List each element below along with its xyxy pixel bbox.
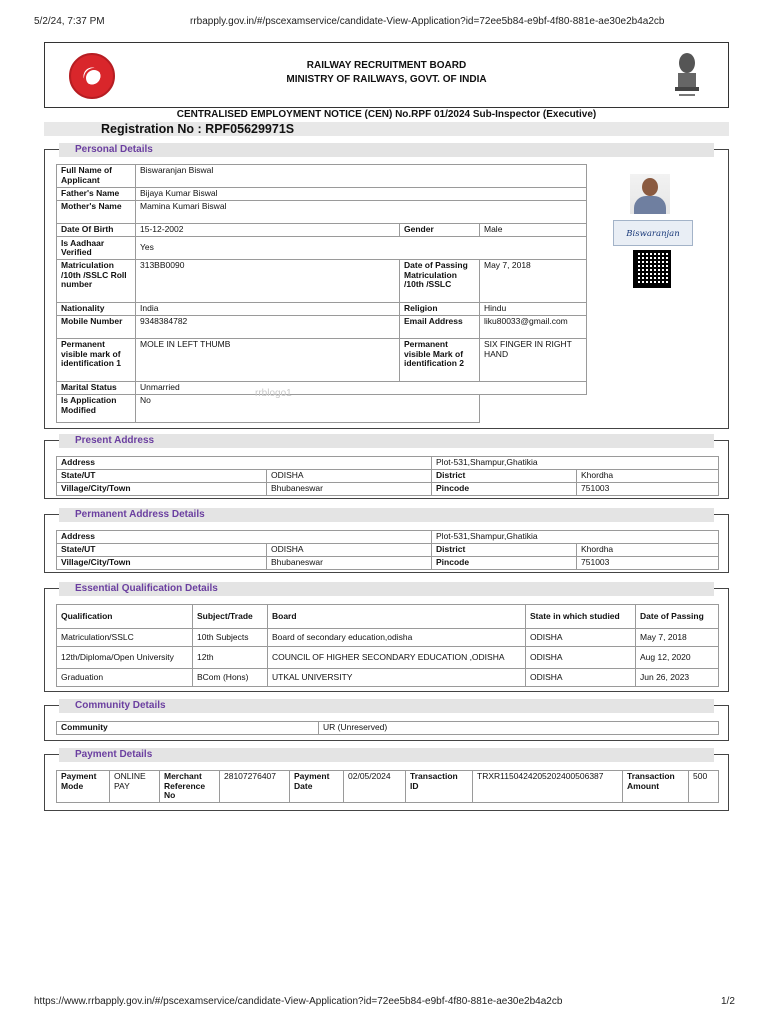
header-title — [45, 59, 728, 87]
permanent-address-value: Plot-531,Shampur,Ghatikia — [432, 531, 719, 544]
page-number: 1/2 — [721, 996, 735, 1007]
candidate-signature: Biswaranjan — [613, 220, 693, 246]
qual-cell: Board of secondary education,odisha — [268, 629, 526, 647]
qual-header-date: Date of Passing — [636, 605, 719, 629]
qual-cell: ODISHA — [526, 669, 636, 687]
present-state-value: ODISHA — [267, 470, 432, 483]
section-title: Community Details — [59, 699, 714, 713]
qual-cell: BCom (Hons) — [193, 669, 268, 687]
matric-date-label: Date of Passing Matriculation /10th /SSLC — [400, 260, 480, 303]
qual-cell: May 7, 2018 — [636, 629, 719, 647]
national-emblem-icon — [672, 51, 702, 101]
qual-cell: 12th/Diploma/Open University — [57, 647, 193, 669]
personal-details-table — [56, 164, 587, 423]
table-row — [57, 629, 719, 647]
present-address-label: Address — [57, 457, 432, 470]
religion-label: Religion — [400, 303, 480, 316]
permanent-state-value: ODISHA — [267, 544, 432, 557]
present-address-value: Plot-531,Shampur,Ghatikia — [432, 457, 719, 470]
section-title: Present Address — [59, 434, 714, 448]
print-url: rrbapply.gov.in/#/pscexamservice/candidate-View-Application?id=72ee5b84-e9bf-4f80-881e-ae30e2b4a2cb — [190, 16, 665, 27]
qual-header-qualification: Qualification — [57, 605, 193, 629]
marital-value: Unmarried — [136, 382, 587, 395]
candidate-photo — [630, 174, 670, 214]
empty-cell — [480, 395, 587, 423]
qual-cell: Aug 12, 2020 — [636, 647, 719, 669]
mobile-value: 9348384782 — [136, 316, 400, 339]
section-title: Permanent Address Details — [59, 508, 714, 522]
qual-header-board: Board — [268, 605, 526, 629]
permanent-pincode-value: 751003 — [577, 557, 719, 570]
matric-roll-value: 313BB0090 — [136, 260, 400, 303]
aadhaar-value: Yes — [136, 237, 587, 260]
present-pincode-label: Pincode — [432, 483, 577, 496]
modified-label: Is Application Modified — [57, 395, 136, 423]
payment-date-label: Payment Date — [290, 771, 344, 803]
merchant-ref-label: Merchant Reference No — [160, 771, 220, 803]
payment-mode-value: ONLINE PAY — [110, 771, 160, 803]
aadhaar-label: Is Aadhaar Verified — [57, 237, 136, 260]
permanent-address-label: Address — [57, 531, 432, 544]
matric-date-value: May 7, 2018 — [480, 260, 587, 303]
dob-value: 15-12-2002 — [136, 224, 400, 237]
payment-date-value: 02/05/2024 — [344, 771, 406, 803]
religion-value: Hindu — [480, 303, 587, 316]
present-city-value: Bhubaneswar — [267, 483, 432, 496]
ministry-name: MINISTRY OF RAILWAYS, GOVT. OF INDIA — [286, 74, 487, 85]
modified-value: No — [136, 395, 480, 423]
table-row — [57, 669, 719, 687]
matric-roll-label: Matriculation /10th /SSLC Roll number — [57, 260, 136, 303]
mark1-label: Permanent visible mark of identification 1 — [57, 339, 136, 382]
header-box — [44, 42, 729, 108]
qual-cell: ODISHA — [526, 629, 636, 647]
present-district-label: District — [432, 470, 577, 483]
board-name: RAILWAY RECRUITMENT BOARD — [306, 60, 467, 71]
mother-name-label: Mother's Name — [57, 201, 136, 224]
qual-cell: Matriculation/SSLC — [57, 629, 193, 647]
qual-header-state: State in which studied — [526, 605, 636, 629]
mark1-value: MOLE IN LEFT THUMB — [136, 339, 400, 382]
permanent-city-label: Village/City/Town — [57, 557, 267, 570]
transaction-id-value: TRXR11504242052024005063​87 — [473, 771, 623, 803]
qual-header-subject: Subject/Trade — [193, 605, 268, 629]
gender-value: Male — [480, 224, 587, 237]
qual-cell: UTKAL UNIVERSITY — [268, 669, 526, 687]
present-city-label: Village/City/Town — [57, 483, 267, 496]
gender-label: Gender — [400, 224, 480, 237]
father-name-label: Father's Name — [57, 188, 136, 201]
employment-notice: CENTRALISED EMPLOYMENT NOTICE (CEN) No.RPF 01/2024 Sub-Inspector (Executive) — [176, 109, 597, 120]
photo-body — [634, 196, 666, 214]
registration-number: Registration No : RPF05629971S — [101, 122, 295, 136]
photo-head — [642, 178, 658, 196]
permanent-state-label: State/UT — [57, 544, 267, 557]
qual-cell: Graduation — [57, 669, 193, 687]
print-datetime: 5/2/24, 7:37 PM — [34, 16, 105, 27]
merchant-ref-value: 28107276407 — [220, 771, 290, 803]
present-pincode-value: 751003 — [577, 483, 719, 496]
permanent-district-value: Khordha — [577, 544, 719, 557]
mark2-label: Permanent visible Mark of identification 2 — [400, 339, 480, 382]
mother-name-value: Mamina Kumari Biswal — [136, 201, 587, 224]
present-address-table — [56, 456, 719, 496]
mobile-label: Mobile Number — [57, 316, 136, 339]
father-name-value: Bijaya Kumar Biswal — [136, 188, 587, 201]
qualification-table — [56, 604, 719, 687]
qual-cell: 10th Subjects — [193, 629, 268, 647]
transaction-id-label: Transaction ID — [406, 771, 473, 803]
dob-label: Date Of Birth — [57, 224, 136, 237]
qual-cell: Jun 26, 2023 — [636, 669, 719, 687]
present-state-label: State/UT — [57, 470, 267, 483]
qual-cell: ODISHA — [526, 647, 636, 669]
qr-code-icon — [633, 250, 671, 288]
community-value: UR (Unreserved) — [319, 722, 719, 735]
footer-url: https://www.rrbapply.gov.in/#/pscexamservice/candidate-View-Application?id=72ee5b84-e9bf-4f80-881e-ae30e2b4a2cb — [34, 996, 563, 1007]
permanent-pincode-label: Pincode — [432, 557, 577, 570]
permanent-district-label: District — [432, 544, 577, 557]
community-table — [56, 721, 719, 735]
email-value: liku80033@gmail.com — [480, 316, 587, 339]
full-name-label: Full Name of Applicant — [57, 165, 136, 188]
nationality-value: India — [136, 303, 400, 316]
watermark: rrblogo1 — [255, 388, 292, 399]
qual-cell: COUNCIL OF HIGHER SECONDARY EDUCATION ,ODISHA — [268, 647, 526, 669]
transaction-amount-value: 500 — [689, 771, 719, 803]
community-label: Community — [57, 722, 319, 735]
payment-mode-label: Payment Mode — [57, 771, 110, 803]
qual-cell: 12th — [193, 647, 268, 669]
payment-table — [56, 770, 719, 803]
mark2-value: SIX FINGER IN RIGHT HAND — [480, 339, 587, 382]
section-title: Personal Details — [59, 143, 714, 157]
full-name-value: Biswaranjan Biswal — [136, 165, 587, 188]
section-title: Essential Qualification Details — [59, 582, 714, 596]
present-district-value: Khordha — [577, 470, 719, 483]
permanent-address-table — [56, 530, 719, 570]
nationality-label: Nationality — [57, 303, 136, 316]
permanent-city-value: Bhubaneswar — [267, 557, 432, 570]
marital-label: Marital Status — [57, 382, 136, 395]
transaction-amount-label: Transaction Amount — [623, 771, 689, 803]
email-label: Email Address — [400, 316, 480, 339]
table-row — [57, 647, 719, 669]
section-title: Payment Details — [59, 748, 714, 762]
